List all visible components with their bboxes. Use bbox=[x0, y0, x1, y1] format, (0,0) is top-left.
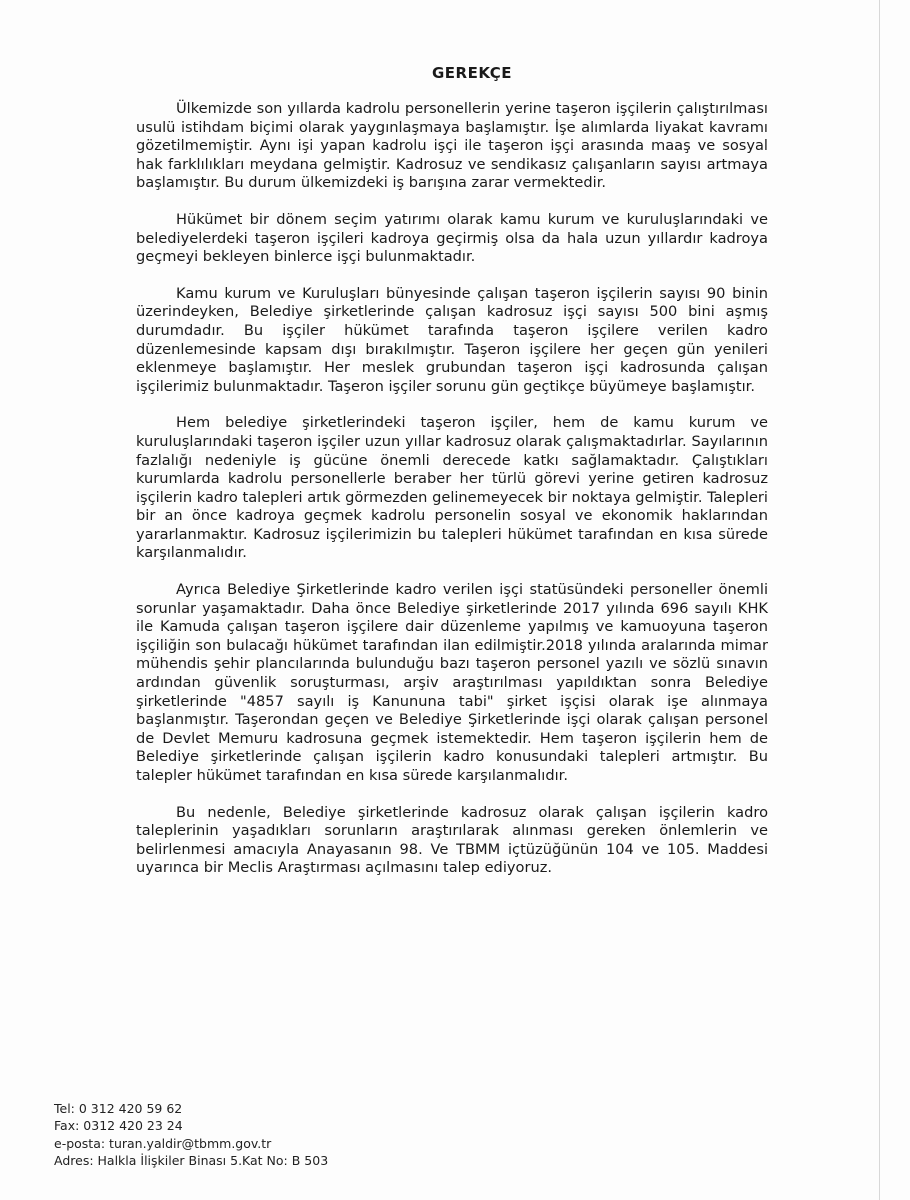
document-title: GEREKÇE bbox=[431, 64, 513, 82]
contact-address: Adres: Halkla İlişkiler Binası 5.Kat No: B 503 bbox=[54, 1153, 329, 1169]
paragraph-6: Bu nedenle, Belediye şirketlerinde kadrosuz olarak çalışan işçilerin kadro taleplerinin yaşadıkları sorunların araştırılarak alınması gereken önlemlerin ve belirlenmesi amacıyla Anayasanın 98. Ve TBMM içtüzüğünün 104 ve 105. Maddesi uyarınca bir Meclis Araştırması açılmasını talep ediyoruz. bbox=[136, 803, 768, 877]
paragraph-5: Ayrıca Belediye Şirketlerinde kadro verilen işçi statüsündeki personeller önemli sorunlar yaşamaktadır. Daha önce Belediye şirketlerinde 2017 yılında 696 sayılı KHK ile Kamuda çalışan taşeron işçilere dair düzenleme yapılmış ve kamuoyuna taşeron işçiliğin son bulacağı hükümet tarafından ilan edilmiştir.2018 yılında aralarında mimar mühendis şehir plancılarında bulunduğu bazı taşeron personel yazılı ve sözlü sınavın ardından güvenlik soruşturması, arşiv araştırılması yapıldıktan sonra Belediye şirketlerinde "4857 sayılı iş Kanununa tabi" şirket işçisi olarak işe alınmaya başlanmıştır. Taşerondan geçen ve Belediye Şirketlerinde işçi olarak çalışan personel de Devlet Memuru kadrosuna geçmek istemektedir. Hem taşeron işçilerin hem de Belediye şirketlerinde çalışan işçilerin kadro konusundaki talepleri artmıştır. Bu talepler hükümet tarafından en kısa sürede karşılanmalıdır. bbox=[136, 581, 768, 784]
contact-tel: Tel: 0 312 420 59 62 bbox=[54, 1101, 183, 1116]
paragraph-4: Hem belediye şirketlerindeki taşeron işçiler, hem de kamu kurum ve kuruluşlarındaki taşeron işçiler uzun yıllar kadrosuz olarak çalışmaktadırlar. Sayılarının fazlalığı nedeniyle iş gücüne önemli derecede katkı sağlamaktadır. Çalıştıkları kurumlarda kadrolu personellerle beraber her türlü görevi yerine getiren kadrosuz işçilerin kadro talepleri artık görmezden gelinemeyecek bir noktaya gelmiştir. Talepleri bir an önce kadroya geçmek kadrolu personelin sosyal ve ekonomik haklarından yararlanmaktır. Kadrosuz işçilerimizin bu talepleri hükümet tarafından en kısa sürede karşılanmalıdır. bbox=[136, 414, 768, 562]
paragraph-2: Hükümet bir dönem seçim yatırımı olarak kamu kurum ve kuruluşlarındaki ve belediyelerdeki taşeron işçileri kadroya geçirmiş olsa da hala uzun yıllardır kadroya geçmeyi bekleyen binlerce işçi bulunmaktadır. bbox=[136, 210, 768, 266]
document-body bbox=[136, 64, 768, 896]
paragraph-1: Ülkemizde son yıllarda kadrolu personellerin yerine taşeron işçilerin çalıştırılması usulü istihdam biçimi olarak yaygınlaşmaya başlamıştır. İşe alımlarda liyakat kavramı gözetilmemiştir. Aynı işi yapan kadrolu işçi ile taşeron işçi arasında maaş ve sosyal hak farklılıkları meydana gelmiştir. Kadrosuz ve sendikasız çalışanların sayısı artmaya başlamıştır. Bu durum ülkemizdeki iş barışına zarar vermektedir. bbox=[136, 100, 768, 192]
contact-fax: Fax: 0312 420 23 24 bbox=[54, 1118, 183, 1134]
contact-email: e-posta: turan.yaldir@tbmm.gov.tr bbox=[54, 1135, 272, 1151]
paragraph-3: Kamu kurum ve Kuruluşları bünyesinde çalışan taşeron işçilerin sayısı 90 binin üzerindeyken, Belediye şirketlerinde çalışan kadrosuz işçi sayısı 500 bini aşmış durumdadır. Bu işçiler hükümet tarafında taşeron işçilere verilen kadro düzenlemesinde kapsam dışı bırakılmıştır. Taşeron işçilere her geçen gün yenileri eklenmeye başlamıştır. Her meslek grubundan taşeron işçi kadrosunda çalışan işçilerimiz bulunmaktadır. Taşeron işçiler sorunu gün geçtikçe büyümeye başlamıştır. bbox=[136, 284, 768, 395]
contact-footer bbox=[54, 1100, 328, 1170]
page-edge-divider bbox=[879, 0, 880, 1200]
